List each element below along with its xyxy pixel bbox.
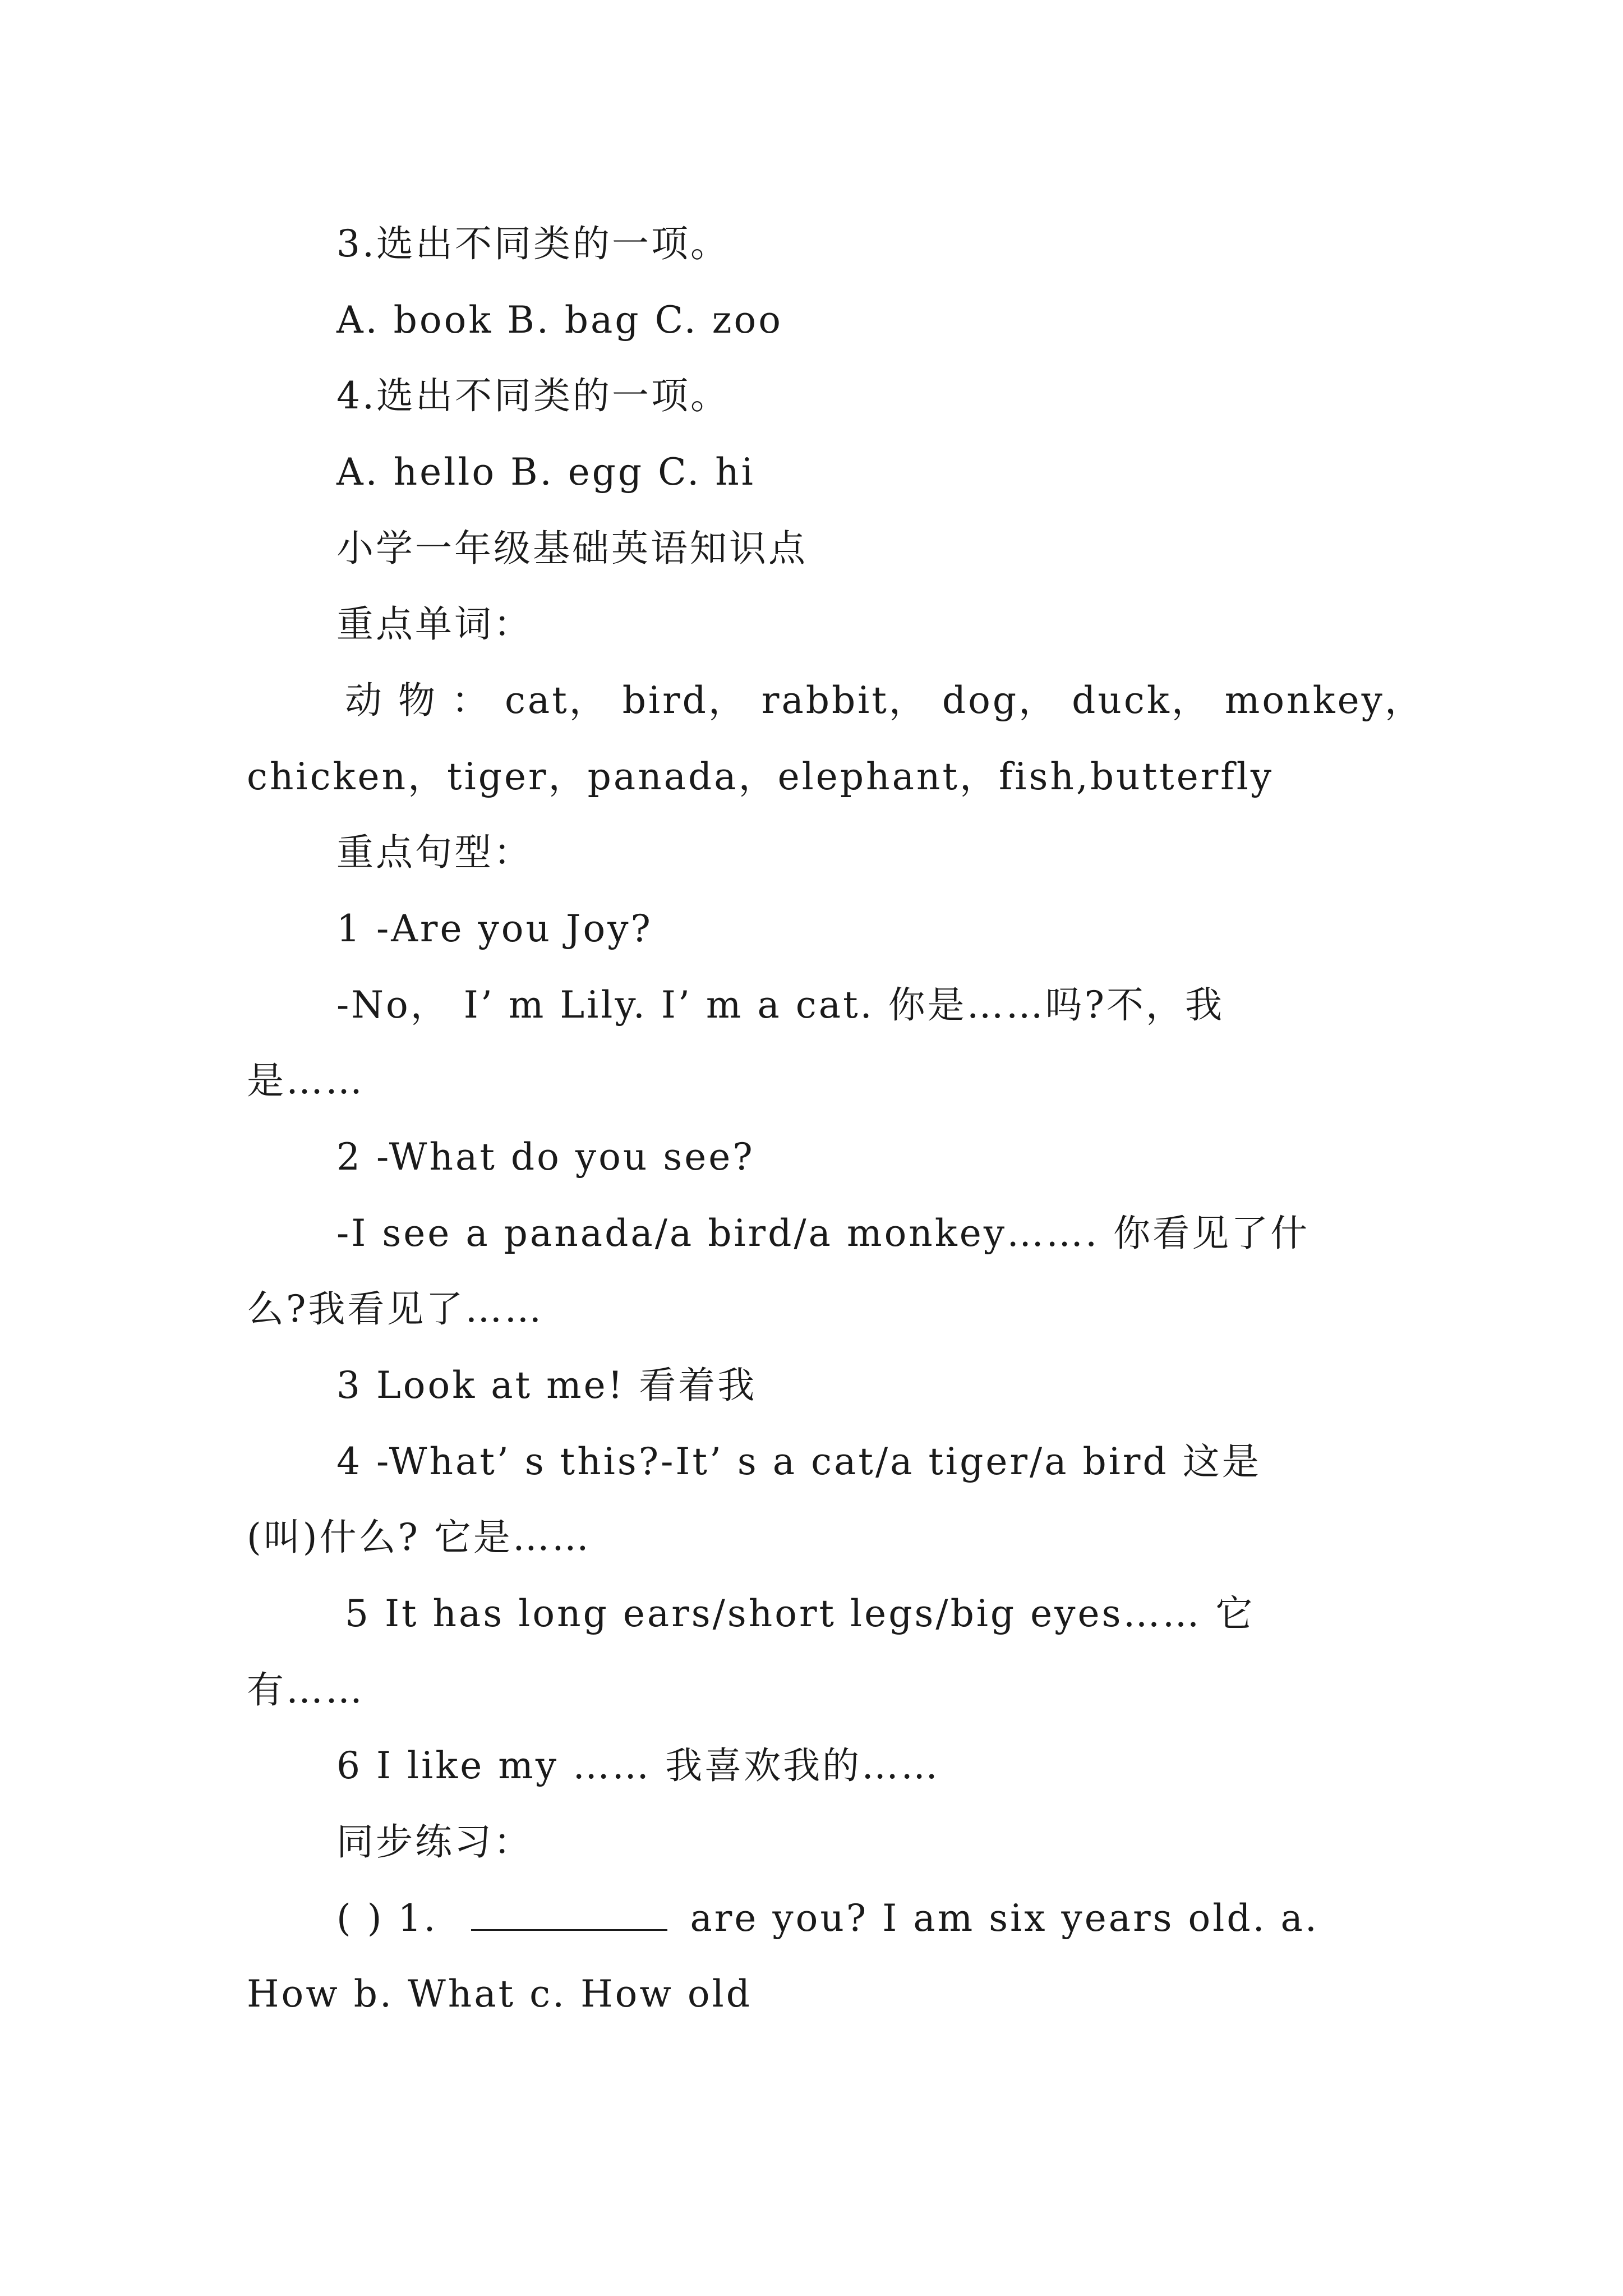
sentence-2-answer-line-1: -I see a panada/a bird/a monkey……. 你看见了什 — [336, 1212, 1310, 1255]
question-3-options: A. book B. bag C. zoo — [336, 298, 783, 342]
question-4-title: 4.选出不同类的一项。 — [336, 374, 730, 417]
sentence-2-question: 2 -What do you see? — [336, 1135, 755, 1179]
exercise-1-line-1 — [336, 1897, 1319, 1940]
answer-blank — [471, 1924, 667, 1931]
question-4-options: A. hello B. egg C. hi — [336, 450, 755, 494]
key-words-heading: 重点单词： — [336, 602, 533, 646]
exercise-1-suffix: are you? I am six years old. a. — [690, 1897, 1319, 1940]
section-title: 小学一年级基础英语知识点 — [336, 527, 808, 570]
sentence-4-line-2: (叫)什么? 它是…… — [247, 1516, 591, 1559]
animals-line-1: 动 物 ： cat， bird， rabbit， dog， duck， monkey， — [345, 679, 1424, 722]
sentence-1-answer-line-2: 是…… — [247, 1059, 365, 1102]
sentence-5-line-1: 5 It has long ears/short legs/big eyes…… 它 — [345, 1592, 1255, 1635]
exercise-1-line-2: How b. What c. How old — [247, 1972, 752, 2016]
sentence-4-line-1: 4 -What’ s this?-It’ s a cat/a tiger/a bird 这是 — [336, 1440, 1261, 1483]
practice-heading: 同步练习： — [336, 1820, 533, 1864]
question-3-title: 3.选出不同类的一项。 — [336, 222, 730, 265]
sentence-1-answer-line-1: -No， I’ m Lily. I’ m a cat. 你是……吗?不，我 — [336, 983, 1224, 1027]
exercise-1-prefix: ( ) 1. — [336, 1897, 438, 1940]
sentence-2-answer-line-2: 么?我看见了…… — [247, 1287, 544, 1331]
sentence-3: 3 Look at me! 看着我 — [336, 1364, 757, 1407]
sentence-5-line-2: 有…… — [247, 1668, 365, 1711]
sentence-6: 6 I like my …… 我喜欢我的…… — [336, 1744, 940, 1787]
key-sentences-heading: 重点句型： — [336, 831, 533, 874]
animals-line-2: chicken，tiger，panada，elephant，fish,butterfly — [247, 755, 1274, 798]
sentence-1-question: 1 -Are you Joy? — [336, 907, 653, 950]
